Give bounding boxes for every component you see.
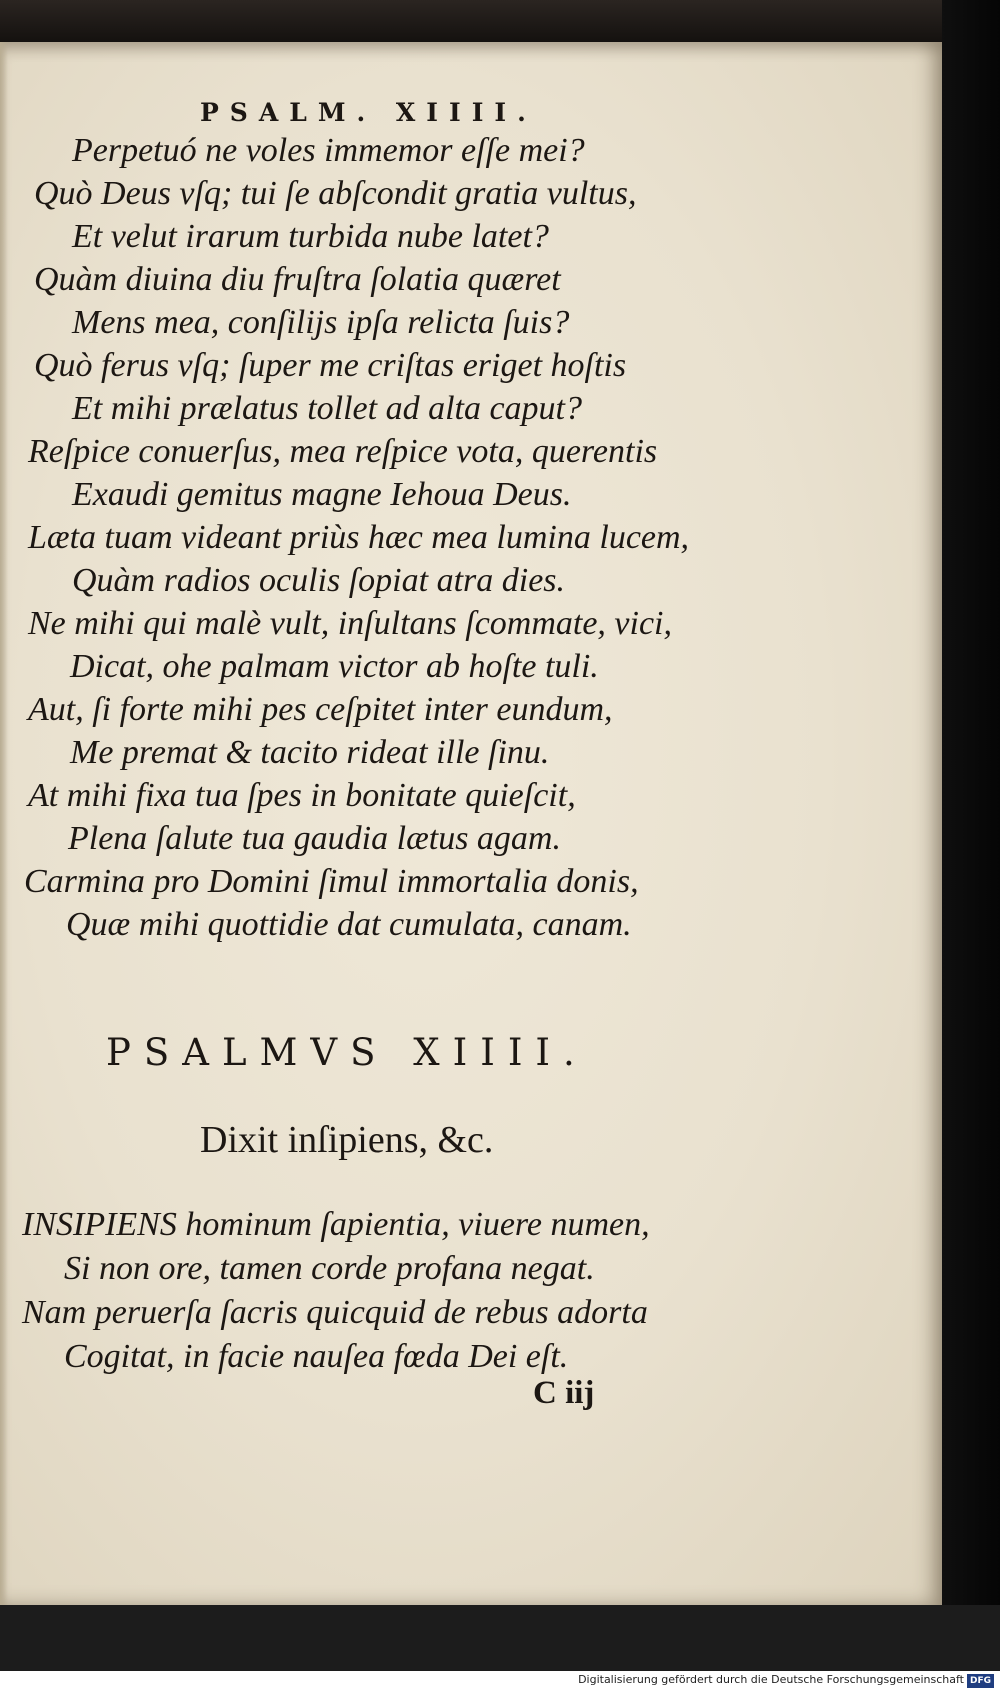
verse-line: Læta tuam videant priùs hæc mea lumina lucem, — [28, 519, 690, 556]
verse-line: Plena ſalute tua gaudia lætus agam. — [68, 820, 561, 857]
verse-line: Mens mea, conſilijs ipſa relicta ſuis? — [72, 304, 570, 341]
verse-line: Quò Deus vſq; tui ſe abſcondit gratia vultus, — [34, 175, 637, 212]
signature-mark: C iij — [533, 1375, 595, 1411]
verse-line: Quàm diuina diu fruſtra ſolatia quæret — [34, 261, 561, 298]
footer-bar — [0, 1671, 1000, 1691]
scan-bottom-border — [0, 1605, 1000, 1671]
verse-line: Me premat & tacito rideat ille ſinu. — [70, 734, 550, 771]
dfg-logo: DFG — [967, 1674, 994, 1688]
verse-line: Aut, ſi forte mihi pes ceſpitet inter eundum, — [28, 691, 613, 728]
psalm-heading: PSALMVS XIIII. — [106, 1031, 588, 1074]
verse-line: At mihi fixa tua ſpes in bonitate quieſcit, — [28, 777, 576, 814]
verse-line: Perpetuó ne voles immemor eſſe mei? — [72, 132, 585, 169]
verse-line: INSIPIENS hominum ſapientia, viuere numen, — [22, 1206, 650, 1243]
verse-line: Et mihi prælatus tollet ad alta caput? — [72, 390, 582, 427]
scan-top-border — [0, 0, 1000, 42]
page-edge-shadow — [0, 42, 8, 1605]
verse-line: Carmina pro Domini ſimul immortalia donis, — [24, 863, 639, 900]
funding-credit: Digitalisierung gefördert durch die Deutsche Forschungsgemeinschaft — [578, 1673, 964, 1686]
verse-line: Exaudi gemitus magne Iehoua Deus. — [72, 476, 572, 513]
running-header: PSALM. XIIII. — [200, 98, 537, 127]
verse-line: Quò ferus vſq; ſuper me criſtas eriget hoſtis — [34, 347, 627, 384]
verse-line: Et velut irarum turbida nube latet? — [72, 218, 549, 255]
verse-line: Quàm radios oculis ſopiat atra dies. — [72, 562, 566, 599]
verse-line: Nam peruerſa ſacris quicquid de rebus adorta — [22, 1294, 648, 1331]
verse-line: Dicat, ohe palmam victor ab hoſte tuli. — [70, 648, 599, 685]
scan-right-border — [942, 0, 1000, 1691]
psalm-incipit: Dixit inſipiens, &c. — [200, 1119, 494, 1161]
verse-line: Si non ore, tamen corde profana negat. — [64, 1250, 595, 1287]
verse-line: Ne mihi qui malè vult, inſultans ſcommate, vici, — [28, 605, 673, 642]
verse-line: Reſpice conuerſus, mea reſpice vota, querentis — [28, 433, 658, 470]
verse-line: Cogitat, in facie nauſea fœda Dei eſt. — [64, 1338, 569, 1375]
verse-line: Quæ mihi quottidie dat cumulata, canam. — [66, 906, 632, 943]
